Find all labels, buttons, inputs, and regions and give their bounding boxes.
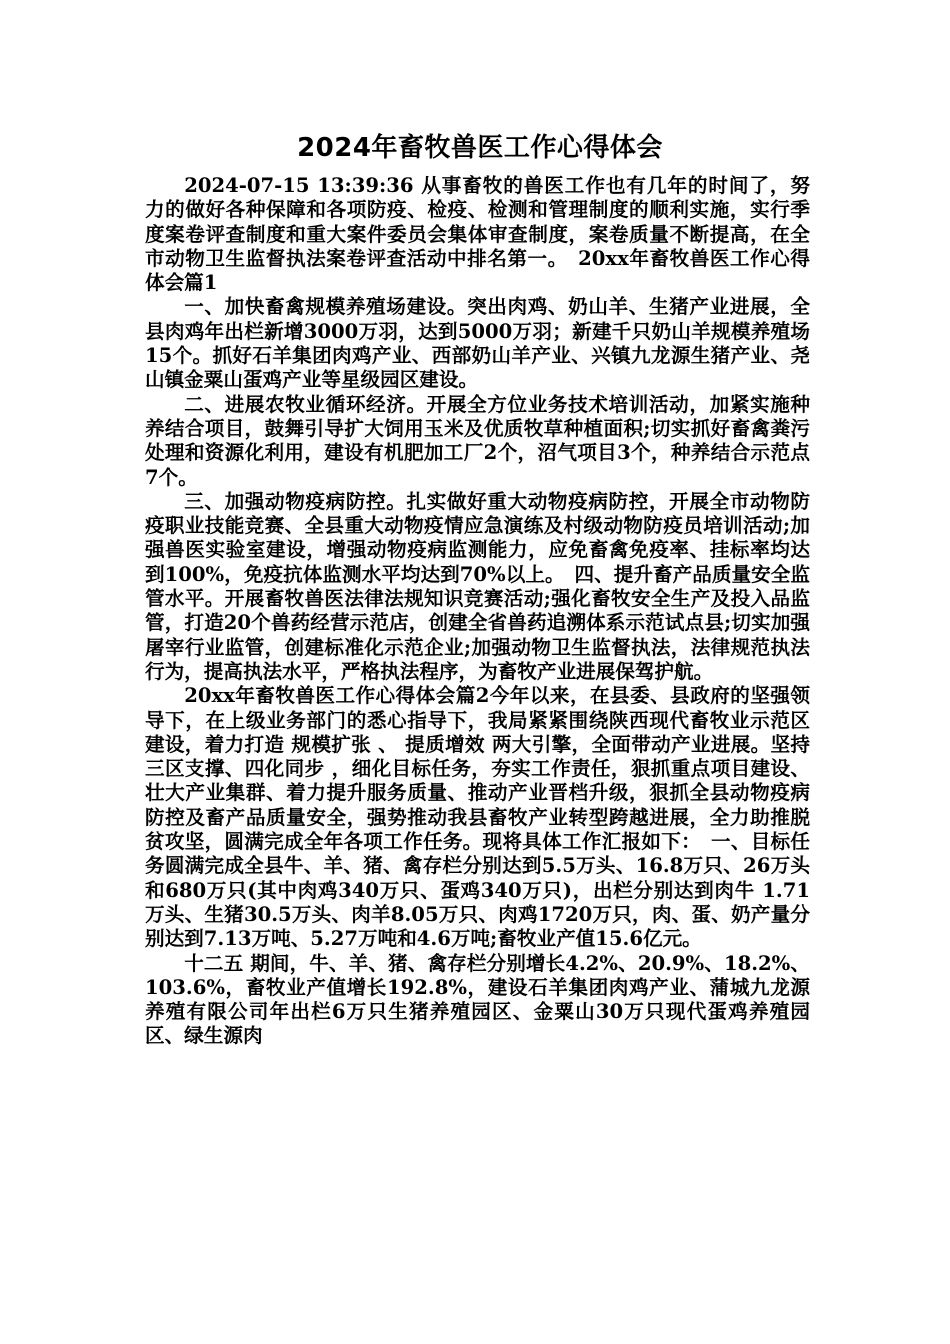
paragraph-disease-control: 三、加强动物疫病防控。扎实做好重大动物疫病防控，开展全市动物防疫职业技能竞赛、全县重大动物疫情应急演练及村级动物防疫员培训活动;加强兽医实验室建设，增强动物疫病监测能力，应免畜禽免疫率、挂标率均达到100%，免疫抗体监测水平均达到70%以上。 四、提升畜产品质量安全监管水平。开展畜牧兽医法律法规知识竞赛活动;强化畜牧安全生产及投入品监管，打造20个兽药经营示范店，创建全省兽药追溯体系示范试点县;切实加强屠宰行业监管，创建标准化示范企业;加强动物卫生监督执法，法律规范执法行为，提高执法水平，严格执法程序，为畜牧产业进展保驾护航。 <box>145 489 810 683</box>
document-title: 2024年畜牧兽医工作心得体会 <box>297 133 663 163</box>
paragraph-five-year-plan: 十二五 期间，牛、羊、猪、禽存栏分别增长4.2%、20.9%、18.2%、103.6%，畜牧业产值增长192.8%，建设石羊集团肉鸡产业、蒲城九龙源养殖有限公司年出栏6万只生猪养殖园区、金粟山30万只现代蛋鸡养殖园区、绿生源肉 <box>145 951 810 1048</box>
paragraph-annual-report: 20xx年畜牧兽医工作心得体会篇2今年以来，在县委、县政府的坚强领导下，在上级业务部门的悉心指导下，我局紧紧围绕陕西现代畜牧业示范区建设，着力打造 规模扩张 、 提质增效 两大引擎，全面带动产业进展。坚持 三区支撑、四化同步 ，细化目标任务，夯实工作责任，狠抓重点项目建设、壮大产业集群、着力提升服务质量、推动产业晋档升级，狠抓全县动物疫病防控及畜产品质量安全，强势推动我县畜牧产业转型跨越进展，全力助推脱贫攻坚，圆满完成全年各项工作任务。现将具体工作汇报如下： 一、目标任务圆满完成全县牛、羊、猪、禽存栏分别达到5.5万头、16.8万只、26万头和680万只(其中肉鸡340万只、蛋鸡340万只)，出栏分别达到肉牛 1.71万头、生猪30.5万头、肉羊8.05万只、肉鸡1720万只，肉、蛋、奶产量分别达到7.13万吨、5.27万吨和4.6万吨;畜牧业产值15.6亿元。 <box>145 684 810 951</box>
paragraph-livestock-farms: 一、加快畜禽规模养殖场建设。突出肉鸡、奶山羊、生猪产业进展，全县肉鸡年出栏新增3000万羽，达到5000万羽；新建千只奶山羊规模养殖场15个。抓好石羊集团肉鸡产业、西部奶山羊产业、兴镇九龙源生猪产业、尧山镇金粟山蛋鸡产业等星级园区建设。 <box>145 295 810 392</box>
paragraph-intro: 2024-07-15 13:39:36 从事畜牧的兽医工作也有几年的时间了，努力的做好各种保障和各项防疫、检疫、检测和管理制度的顺利实施，实行季度案卷评查制度和重大案件委员会集体审查制度，案卷质量不断提高，在全市动物卫生监督执法案卷评查活动中排名第一。 20xx年畜牧兽医工作心得体会篇1 <box>145 174 810 295</box>
document-body <box>145 174 810 1049</box>
paragraph-circular-economy: 二、进展农牧业循环经济。开展全方位业务技术培训活动，加紧实施种养结合项目，鼓舞引导扩大饲用玉米及优质牧草种植面积;切实抓好畜禽粪污处理和资源化利用，建设有机肥加工厂2个，沼气项目3个，种养结合示范点7个。 <box>145 392 810 489</box>
